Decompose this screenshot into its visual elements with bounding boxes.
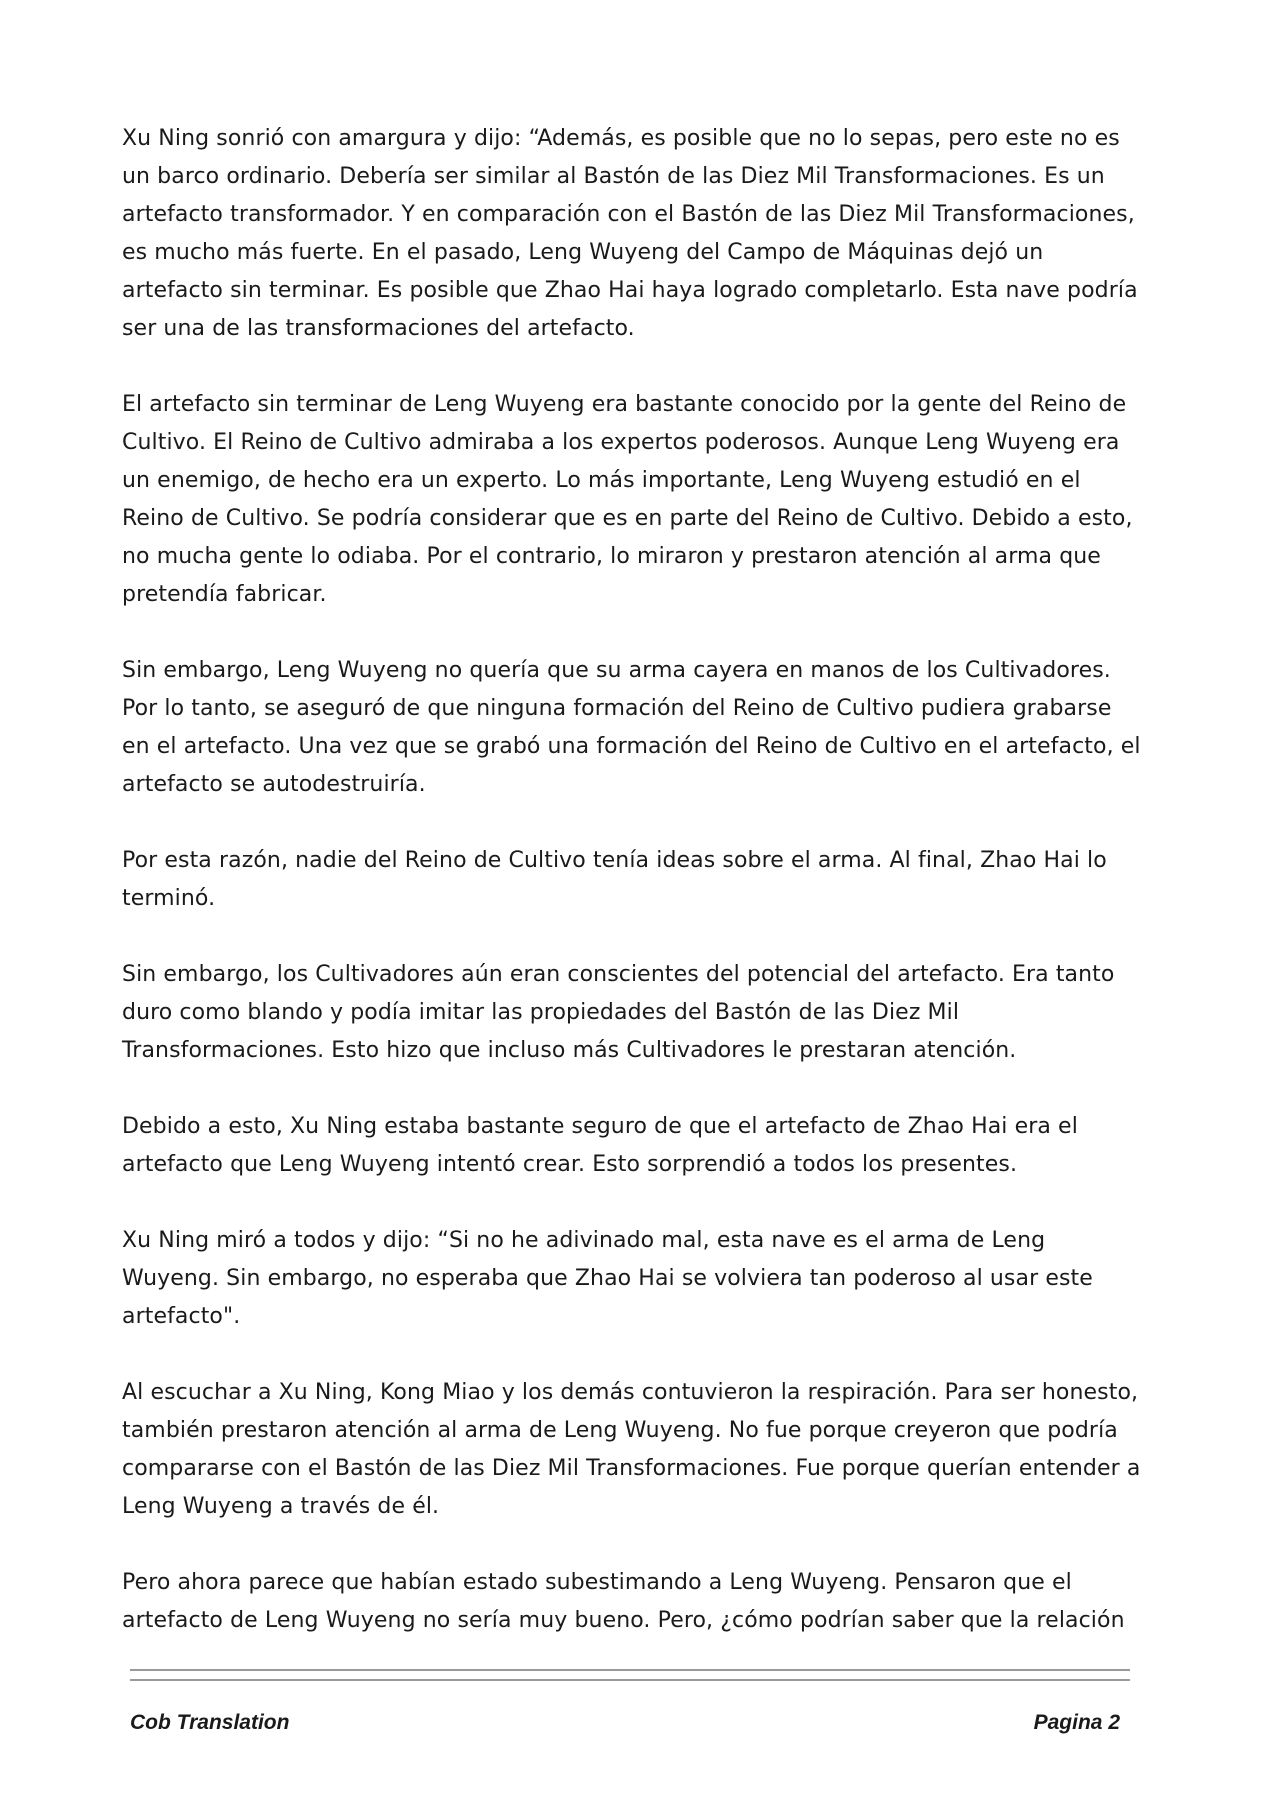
paragraph: Por esta razón, nadie del Reino de Cultivo tenía ideas sobre el arma. Al final, Zhao Hai lo terminó. (122, 848, 1107, 911)
paragraph: Al escuchar a Xu Ning, Kong Miao y los demás contuvieron la respiración. Para ser honesto, también prestaron atención al arma de Leng Wuyeng. No fue porque creyeron que podría compararse con el Bastón de las Diez Mil Transformaciones. Fue porque querían entender a Leng Wuyeng a través de él. (122, 1380, 1141, 1519)
paragraph: Xu Ning sonrió con amargura y dijo: “Además, es posible que no lo sepas, pero este no es un barco ordinario. Debería ser similar al Bastón de las Diez Mil Transformaciones. Es un artefacto transformador. Y en comparación con el Bastón de las Diez Mil Transformaciones, es mucho más fuerte. En el pasado, Leng Wuyeng del Campo de Máquinas dejó un artefacto sin terminar. Es posible que Zhao Hai haya logrado completarlo. Esta nave podría ser una de las transformaciones del artefacto. (122, 126, 1138, 341)
footer-divider (130, 1669, 1130, 1671)
paragraph: Sin embargo, los Cultivadores aún eran conscientes del potencial del artefacto. Era tanto duro como blando y podía imitar las propiedades del Bastón de las Diez Mil Transformaciones. Esto hizo que incluso más Cultivadores le prestaran atención. (122, 962, 1115, 1063)
page-body (122, 120, 1142, 1678)
paragraph: Xu Ning miró a todos y dijo: “Si no he adivinado mal, esta nave es el arma de Leng Wuyeng. Sin embargo, no esperaba que Zhao Hai se volviera tan poderoso al usar este artefacto". (122, 1228, 1093, 1329)
footer-page-number: Pagina 2 (1033, 1711, 1120, 1734)
paragraph: Sin embargo, Leng Wuyeng no quería que su arma cayera en manos de los Cultivadores. Por lo tanto, se aseguró de que ninguna formación del Reino de Cultivo pudiera grabarse en el artefacto. Una vez que se grabó una formación del Reino de Cultivo en el artefacto, el artefacto se autodestruiría. (122, 658, 1141, 797)
paragraph: Debido a esto, Xu Ning estaba bastante seguro de que el artefacto de Zhao Hai era el artefacto que Leng Wuyeng intentó crear. Esto sorprendió a todos los presentes. (122, 1114, 1078, 1177)
footer-translator-credit: Cob Translation (130, 1711, 290, 1734)
footer-divider (130, 1679, 1130, 1681)
paragraph: Pero ahora parece que habían estado subestimando a Leng Wuyeng. Pensaron que el artefacto de Leng Wuyeng no sería muy bueno. Pero, ¿cómo podrían saber que la relación (122, 1570, 1125, 1633)
paragraph: El artefacto sin terminar de Leng Wuyeng era bastante conocido por la gente del Reino de Cultivo. El Reino de Cultivo admiraba a los expertos poderosos. Aunque Leng Wuyeng era un enemigo, de hecho era un experto. Lo más importante, Leng Wuyeng estudió en el Reino de Cultivo. Se podría considerar que es en parte del Reino de Cultivo. Debido a esto, no mucha gente lo odiaba. Por el contrario, lo miraron y prestaron atención al arma que pretendía fabricar. (122, 392, 1133, 607)
